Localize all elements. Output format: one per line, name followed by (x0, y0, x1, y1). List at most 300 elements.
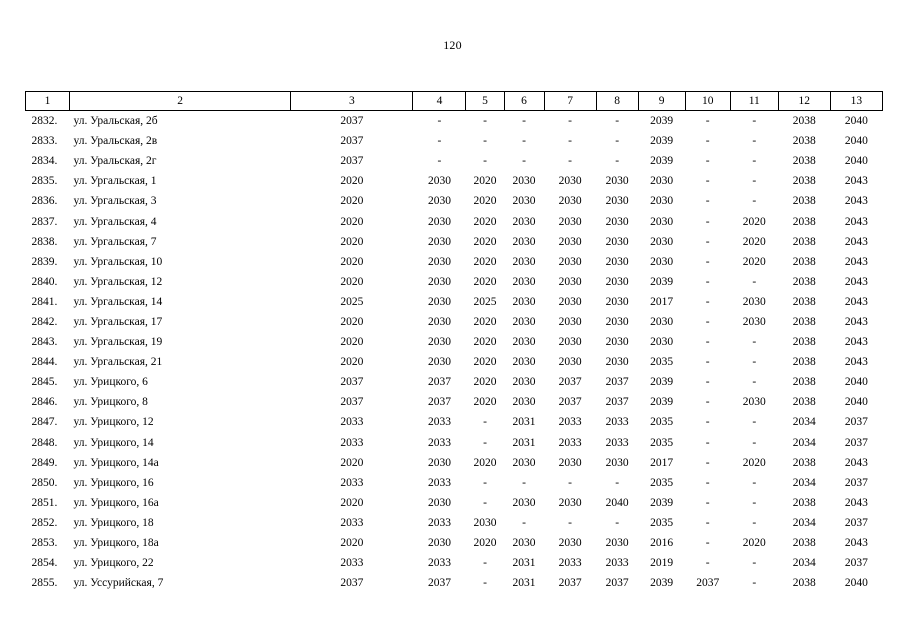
address-cell: ул. Урицкого, 14 (73, 436, 154, 449)
table-row (26, 131, 883, 151)
year-cell-col-5: 2030 (473, 516, 497, 529)
year-cell-col-5: 2020 (473, 396, 497, 409)
year-cell-col-5: - (483, 496, 487, 509)
year-cell-col-4: 2030 (427, 356, 451, 369)
year-cell-col-3: 2020 (340, 175, 364, 188)
year-cell-col-7: - (568, 516, 572, 529)
row-number-cell: 2851. (31, 496, 58, 509)
year-cell-col-9: 2035 (650, 476, 674, 489)
year-cell-col-13: 2040 (844, 376, 868, 389)
year-cell-col-6: - (522, 476, 526, 489)
table-row (26, 111, 883, 132)
row-number-cell: 2844. (31, 356, 58, 369)
table-row (26, 493, 883, 513)
table-row (26, 372, 883, 392)
table-row (26, 473, 883, 493)
row-number-cell: 2848. (31, 436, 58, 449)
table-row (26, 412, 883, 432)
address-cell: ул. Урицкого, 14а (73, 456, 159, 469)
row-number-cell: 2840. (31, 275, 58, 288)
year-cell-col-6: 2031 (512, 436, 536, 449)
year-cell-col-6: 2030 (512, 376, 536, 389)
table-row (26, 453, 883, 473)
year-cell-col-8: 2030 (605, 255, 629, 268)
year-cell-col-13: 2040 (844, 155, 868, 168)
year-cell-col-12: 2038 (792, 315, 816, 328)
row-number-cell: 2850. (31, 476, 58, 489)
year-cell-col-5: - (483, 416, 487, 429)
year-cell-col-12: 2038 (792, 336, 816, 349)
year-cell-col-11: - (752, 476, 757, 489)
year-cell-col-8: 2030 (605, 295, 629, 308)
row-number-cell: 2832. (31, 115, 58, 128)
year-cell-col-12: 2034 (792, 436, 816, 449)
year-cell-col-6: 2030 (512, 356, 536, 369)
header-row (26, 92, 883, 111)
year-cell-col-3: 2020 (340, 315, 364, 328)
row-number-cell: 2837. (31, 215, 58, 228)
year-cell-col-12: 2038 (792, 275, 816, 288)
column-header-3: 3 (291, 92, 413, 111)
year-cell-col-10: - (705, 416, 710, 429)
year-cell-col-13: 2043 (844, 255, 868, 268)
year-cell-col-9: 2039 (650, 275, 674, 288)
year-cell-col-11: 2020 (742, 456, 766, 469)
year-cell-col-9: 2035 (650, 516, 674, 529)
year-cell-col-10: - (705, 456, 710, 469)
year-cell-col-5: - (483, 577, 487, 590)
year-cell-col-5: 2020 (473, 537, 497, 550)
year-cell-col-7: - (568, 115, 572, 128)
year-cell-col-13: 2037 (844, 516, 868, 529)
year-cell-col-13: 2043 (844, 315, 868, 328)
year-cell-col-11: - (752, 175, 757, 188)
year-cell-col-13: 2043 (844, 195, 868, 208)
year-cell-col-9: 2030 (650, 255, 674, 268)
year-cell-col-5: - (483, 557, 487, 570)
year-cell-col-12: 2038 (792, 295, 816, 308)
address-cell: ул. Урицкого, 22 (73, 557, 154, 570)
year-cell-col-9: 2030 (650, 195, 674, 208)
year-cell-col-13: 2043 (844, 456, 868, 469)
year-cell-col-11: - (752, 336, 757, 349)
year-cell-col-3: 2037 (340, 135, 364, 148)
address-cell: ул. Урицкого, 16 (73, 476, 154, 489)
year-cell-col-9: 2017 (650, 456, 674, 469)
year-cell-col-11: - (752, 356, 757, 369)
year-cell-col-5: 2020 (473, 376, 497, 389)
year-cell-col-3: 2020 (340, 356, 364, 369)
year-cell-col-12: 2038 (792, 255, 816, 268)
table-row (26, 392, 883, 412)
year-cell-col-4: 2030 (427, 175, 451, 188)
year-cell-col-7: 2030 (558, 235, 582, 248)
table-row (26, 191, 883, 211)
year-cell-col-10: - (705, 275, 710, 288)
year-cell-col-5: - (483, 115, 487, 128)
year-cell-col-3: 2033 (340, 516, 364, 529)
year-cell-col-3: 2033 (340, 476, 364, 489)
year-cell-col-4: 2033 (427, 557, 451, 570)
year-cell-col-6: 2030 (512, 315, 536, 328)
year-cell-col-8: - (615, 516, 620, 529)
year-cell-col-3: 2025 (340, 295, 364, 308)
year-cell-col-3: 2037 (340, 577, 364, 590)
row-number-cell: 2835. (31, 175, 58, 188)
year-cell-col-8: 2030 (605, 336, 629, 349)
year-cell-col-4: 2030 (427, 496, 451, 509)
year-cell-col-10: - (705, 315, 710, 328)
address-cell: ул. Урицкого, 18а (73, 537, 159, 550)
year-cell-col-13: 2037 (844, 436, 868, 449)
year-cell-col-11: 2030 (742, 396, 766, 409)
year-cell-col-12: 2038 (792, 175, 816, 188)
year-cell-col-6: 2030 (512, 175, 536, 188)
year-cell-col-4: 2033 (427, 416, 451, 429)
table-row (26, 232, 883, 252)
year-cell-col-3: 2037 (340, 396, 364, 409)
year-cell-col-5: 2020 (473, 215, 497, 228)
year-cell-col-4: 2030 (427, 295, 451, 308)
year-cell-col-5: - (483, 135, 487, 148)
row-number-cell: 2854. (31, 557, 58, 570)
year-cell-col-4: 2030 (427, 315, 451, 328)
year-cell-col-8: 2033 (605, 436, 629, 449)
year-cell-col-10: - (705, 255, 710, 268)
year-cell-col-8: 2030 (605, 275, 629, 288)
year-cell-col-10: - (705, 376, 710, 389)
year-cell-col-10: - (705, 195, 710, 208)
year-cell-col-3: 2033 (340, 436, 364, 449)
year-cell-col-11: - (752, 577, 757, 590)
year-cell-col-7: 2030 (558, 195, 582, 208)
address-cell: ул. Ургальская, 17 (73, 315, 163, 328)
page-number: 120 (443, 38, 462, 52)
row-number-cell: 2846. (31, 396, 58, 409)
table-body (26, 111, 883, 594)
year-cell-col-13: 2040 (844, 135, 868, 148)
address-cell: ул. Ургальская, 4 (73, 215, 157, 228)
year-cell-col-8: 2030 (605, 356, 629, 369)
year-cell-col-4: - (437, 155, 442, 168)
year-cell-col-3: 2020 (340, 215, 364, 228)
year-cell-col-11: 2030 (742, 315, 766, 328)
address-cell: ул. Ургальская, 19 (73, 336, 163, 349)
year-cell-col-11: - (752, 436, 757, 449)
year-cell-col-7: - (568, 135, 572, 148)
year-cell-col-7: 2033 (558, 557, 582, 570)
year-cell-col-9: 2039 (650, 135, 674, 148)
year-cell-col-10: - (705, 537, 710, 550)
year-cell-col-11: 2030 (742, 295, 766, 308)
year-cell-col-6: 2030 (512, 255, 536, 268)
year-cell-col-10: - (705, 155, 710, 168)
address-cell: ул. Урицкого, 16а (73, 496, 159, 509)
year-cell-col-10: 2037 (696, 577, 720, 590)
year-cell-col-13: 2043 (844, 175, 868, 188)
year-cell-col-5: 2020 (473, 456, 497, 469)
year-cell-col-5: - (483, 436, 487, 449)
year-cell-col-5: 2025 (473, 295, 497, 308)
year-cell-col-10: - (705, 336, 710, 349)
year-cell-col-12: 2038 (792, 376, 816, 389)
year-cell-col-8: - (615, 155, 620, 168)
row-number-cell: 2843. (31, 336, 58, 349)
year-cell-col-8: 2030 (605, 315, 629, 328)
year-cell-col-13: 2043 (844, 235, 868, 248)
year-cell-col-12: 2038 (792, 456, 816, 469)
table-row (26, 352, 883, 372)
year-cell-col-12: 2038 (792, 155, 816, 168)
table-row (26, 211, 883, 231)
table-row (26, 553, 883, 573)
year-cell-col-9: 2030 (650, 315, 674, 328)
year-cell-col-13: 2037 (844, 416, 868, 429)
year-cell-col-8: 2030 (605, 215, 629, 228)
address-cell: ул. Ургальская, 3 (73, 195, 157, 208)
column-header-2: 2 (70, 92, 291, 111)
year-cell-col-10: - (705, 115, 710, 128)
year-cell-col-8: - (615, 135, 620, 148)
table-row (26, 332, 883, 352)
year-cell-col-11: - (752, 115, 757, 128)
year-cell-col-9: 2019 (650, 557, 674, 570)
year-cell-col-7: 2030 (558, 315, 582, 328)
address-cell: ул. Ургальская, 1 (73, 175, 157, 188)
year-cell-col-9: 2030 (650, 235, 674, 248)
year-cell-col-9: 2017 (650, 295, 674, 308)
row-number-cell: 2853. (31, 537, 58, 550)
year-cell-col-9: 2035 (650, 436, 674, 449)
table-row (26, 292, 883, 312)
year-cell-col-12: 2038 (792, 396, 816, 409)
year-cell-col-4: 2030 (427, 456, 451, 469)
year-cell-col-9: 2039 (650, 496, 674, 509)
year-cell-col-9: 2016 (650, 537, 674, 550)
year-cell-col-9: 2035 (650, 416, 674, 429)
year-cell-col-3: 2020 (340, 537, 364, 550)
year-cell-col-11: - (752, 275, 757, 288)
year-cell-col-5: 2020 (473, 315, 497, 328)
year-cell-col-5: 2020 (473, 255, 497, 268)
year-cell-col-11: - (752, 376, 757, 389)
year-cell-col-12: 2038 (792, 356, 816, 369)
year-cell-col-9: 2030 (650, 336, 674, 349)
year-cell-col-13: 2043 (844, 215, 868, 228)
year-cell-col-6: - (522, 155, 526, 168)
year-cell-col-4: - (437, 115, 442, 128)
year-cell-col-9: 2035 (650, 356, 674, 369)
year-cell-col-8: 2030 (605, 195, 629, 208)
year-cell-col-3: 2033 (340, 416, 364, 429)
year-cell-col-9: 2039 (650, 155, 674, 168)
year-cell-col-11: - (752, 155, 757, 168)
year-cell-col-6: - (522, 135, 526, 148)
year-cell-col-10: - (705, 215, 710, 228)
table-row (26, 252, 883, 272)
year-cell-col-13: 2043 (844, 275, 868, 288)
table-row (26, 533, 883, 553)
row-number-cell: 2839. (31, 255, 58, 268)
year-cell-col-9: 2039 (650, 376, 674, 389)
year-cell-col-4: 2033 (427, 516, 451, 529)
year-cell-col-5: - (483, 476, 487, 489)
year-cell-col-6: 2030 (512, 396, 536, 409)
year-cell-col-12: 2038 (792, 235, 816, 248)
year-cell-col-6: 2030 (512, 235, 536, 248)
year-cell-col-13: 2043 (844, 336, 868, 349)
year-cell-col-11: 2020 (742, 537, 766, 550)
year-cell-col-6: 2030 (512, 537, 536, 550)
year-cell-col-6: 2031 (512, 557, 536, 570)
year-cell-col-6: 2030 (512, 336, 536, 349)
year-cell-col-9: 2030 (650, 215, 674, 228)
year-cell-col-6: 2030 (512, 295, 536, 308)
year-cell-col-13: 2043 (844, 295, 868, 308)
year-cell-col-6: 2030 (512, 496, 536, 509)
address-cell: ул. Урицкого, 6 (73, 376, 148, 389)
address-cell: ул. Урицкого, 12 (73, 416, 154, 429)
year-cell-col-4: 2030 (427, 195, 451, 208)
year-cell-col-7: 2030 (558, 215, 582, 228)
year-cell-col-13: 2040 (844, 396, 868, 409)
year-cell-col-8: - (615, 476, 620, 489)
year-cell-col-6: 2030 (512, 275, 536, 288)
year-cell-col-12: 2034 (792, 416, 816, 429)
year-cell-col-10: - (705, 516, 710, 529)
year-cell-col-12: 2034 (792, 557, 816, 570)
year-cell-col-3: 2037 (340, 115, 364, 128)
year-cell-col-7: 2030 (558, 175, 582, 188)
year-cell-col-3: 2020 (340, 336, 364, 349)
year-cell-col-5: 2020 (473, 356, 497, 369)
year-cell-col-11: - (752, 516, 757, 529)
year-cell-col-4: 2037 (427, 577, 451, 590)
year-cell-col-8: 2030 (605, 537, 629, 550)
year-cell-col-6: - (522, 115, 526, 128)
year-cell-col-5: 2020 (473, 235, 497, 248)
row-number-cell: 2833. (31, 135, 58, 148)
data-table (25, 91, 883, 593)
year-cell-col-10: - (705, 396, 710, 409)
year-cell-col-5: - (483, 155, 487, 168)
column-header-11: 11 (730, 92, 778, 111)
year-cell-col-5: 2020 (473, 275, 497, 288)
table-row (26, 272, 883, 292)
column-header-5: 5 (466, 92, 504, 111)
year-cell-col-9: 2039 (650, 115, 674, 128)
year-cell-col-10: - (705, 175, 710, 188)
year-cell-col-13: 2037 (844, 557, 868, 570)
year-cell-col-12: 2038 (792, 135, 816, 148)
year-cell-col-12: 2034 (792, 476, 816, 489)
row-number-cell: 2838. (31, 235, 58, 248)
year-cell-col-8: 2040 (605, 496, 629, 509)
year-cell-col-11: - (752, 195, 757, 208)
address-cell: ул. Уральская, 2в (73, 135, 158, 148)
year-cell-col-3: 2033 (340, 557, 364, 570)
column-header-6: 6 (504, 92, 544, 111)
year-cell-col-13: 2040 (844, 577, 868, 590)
year-cell-col-4: 2030 (427, 275, 451, 288)
year-cell-col-3: 2020 (340, 195, 364, 208)
year-cell-col-8: 2030 (605, 175, 629, 188)
year-cell-col-4: 2030 (427, 235, 451, 248)
table-row (26, 513, 883, 533)
address-cell: ул. Урицкого, 18 (73, 516, 154, 529)
column-header-7: 7 (544, 92, 596, 111)
year-cell-col-10: - (705, 135, 710, 148)
year-cell-col-8: 2030 (605, 456, 629, 469)
year-cell-col-7: 2030 (558, 496, 582, 509)
year-cell-col-8: 2037 (605, 396, 629, 409)
year-cell-col-7: 2033 (558, 416, 582, 429)
address-cell: ул. Ургальская, 12 (73, 275, 163, 288)
year-cell-col-3: 2020 (340, 275, 364, 288)
column-header-4: 4 (413, 92, 466, 111)
year-cell-col-8: 2030 (605, 235, 629, 248)
year-cell-col-12: 2038 (792, 215, 816, 228)
address-cell: ул. Ургальская, 21 (73, 356, 163, 369)
year-cell-col-4: - (437, 135, 442, 148)
column-header-1: 1 (26, 92, 70, 111)
row-number-cell: 2836. (31, 195, 58, 208)
year-cell-col-13: 2043 (844, 496, 868, 509)
year-cell-col-10: - (705, 436, 710, 449)
year-cell-col-7: 2030 (558, 275, 582, 288)
year-cell-col-6: 2030 (512, 456, 536, 469)
address-cell: ул. Уральская, 2г (73, 155, 157, 168)
year-cell-col-9: 2039 (650, 396, 674, 409)
year-cell-col-3: 2020 (340, 235, 364, 248)
table-row (26, 151, 883, 171)
year-cell-col-7: 2037 (558, 396, 582, 409)
year-cell-col-4: 2030 (427, 336, 451, 349)
year-cell-col-10: - (705, 356, 710, 369)
address-cell: ул. Ургальская, 14 (73, 295, 163, 308)
year-cell-col-5: 2020 (473, 336, 497, 349)
year-cell-col-11: 2020 (742, 235, 766, 248)
column-header-13: 13 (830, 92, 882, 111)
year-cell-col-12: 2038 (792, 496, 816, 509)
year-cell-col-9: 2039 (650, 577, 674, 590)
year-cell-col-4: 2030 (427, 537, 451, 550)
year-cell-col-8: 2037 (605, 577, 629, 590)
year-cell-col-4: 2033 (427, 436, 451, 449)
year-cell-col-11: - (752, 496, 757, 509)
row-number-cell: 2852. (31, 516, 58, 529)
year-cell-col-10: - (705, 557, 710, 570)
year-cell-col-12: 2034 (792, 516, 816, 529)
year-cell-col-7: 2037 (558, 577, 582, 590)
year-cell-col-8: 2037 (605, 376, 629, 389)
year-cell-col-8: 2033 (605, 557, 629, 570)
row-number-cell: 2842. (31, 315, 58, 328)
year-cell-col-7: 2030 (558, 356, 582, 369)
table-row (26, 171, 883, 191)
row-number-cell: 2841. (31, 295, 58, 308)
year-cell-col-4: 2030 (427, 215, 451, 228)
year-cell-col-3: 2020 (340, 456, 364, 469)
year-cell-col-7: 2033 (558, 436, 582, 449)
row-number-cell: 2834. (31, 155, 58, 168)
address-cell: ул. Ургальская, 10 (73, 255, 163, 268)
year-cell-col-13: 2040 (844, 115, 868, 128)
year-cell-col-10: - (705, 295, 710, 308)
year-cell-col-11: - (752, 135, 757, 148)
year-cell-col-10: - (705, 496, 710, 509)
year-cell-col-11: - (752, 416, 757, 429)
